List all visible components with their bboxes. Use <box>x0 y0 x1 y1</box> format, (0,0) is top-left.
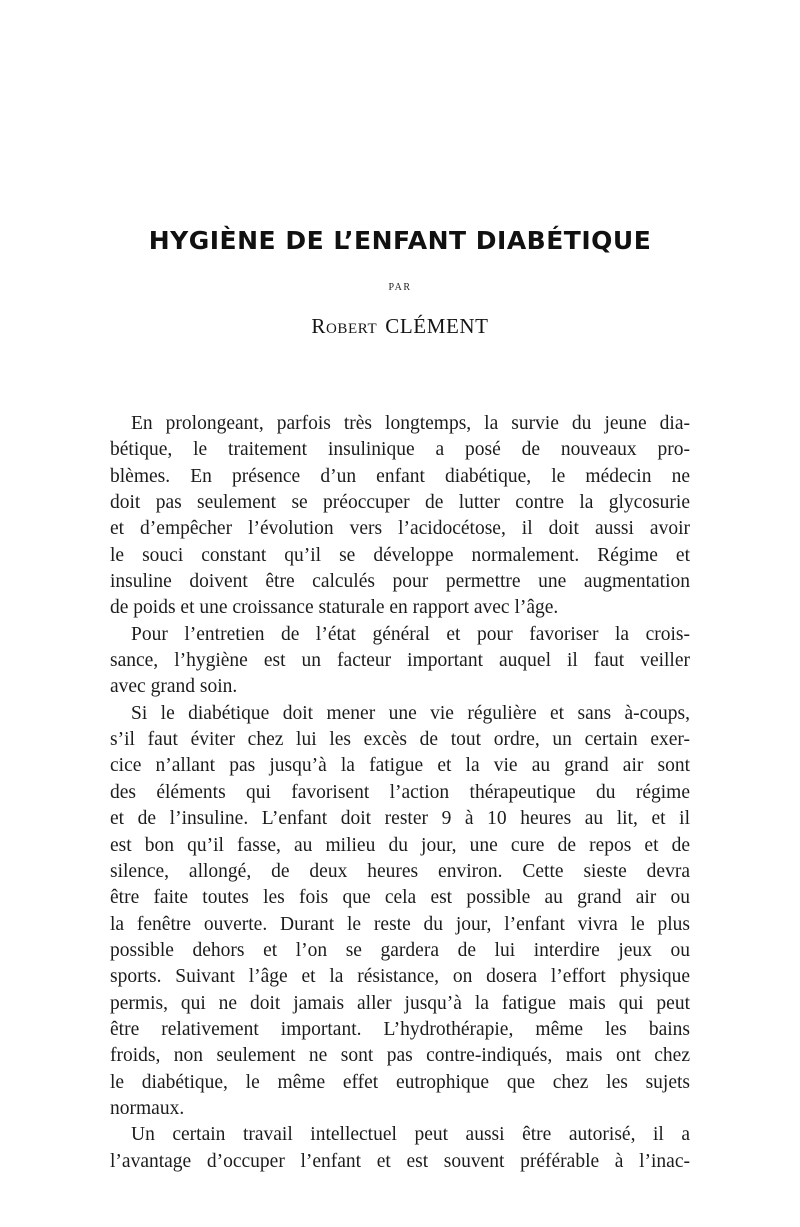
article-body <box>110 411 690 1175</box>
text-line: le diabétique, le même effet eutrophique que chez les sujets <box>110 1071 690 1093</box>
text-line: et de l’insuline. L’enfant doit rester 9 à 10 heures au lit, et il <box>110 808 690 830</box>
text-line: avec grand soin. <box>110 676 238 698</box>
text-line: de poids et une croissance staturale en rapport avec l’âge. <box>110 597 559 619</box>
text-line: s’il faut éviter chez lui les excès de tout ordre, un certain exer- <box>110 729 690 751</box>
text-line: froids, non seulement ne sont pas contre-indiqués, mais ont chez <box>110 1045 690 1067</box>
text-line: être faite toutes les fois que cela est possible au grand air ou <box>110 887 690 909</box>
paragraph <box>110 411 690 622</box>
author-last-name: CLÉMENT <box>385 314 489 338</box>
paragraph <box>110 701 690 1123</box>
text-line: sance, l’hygiène est un facteur important auquel il faut veiller <box>110 650 690 672</box>
text-line: doit pas seulement se préoccuper de lutter contre la glycosurie <box>110 492 690 514</box>
author-first-name: Robert <box>311 314 378 338</box>
text-line: Pour l’entretien de l’état général et pour favoriser la crois- <box>131 623 690 645</box>
text-line: et d’empêcher l’évolution vers l’acidocétose, il doit aussi avoir <box>110 518 690 540</box>
text-line: permis, qui ne doit jamais aller jusqu’à la fatigue mais qui peut <box>110 992 690 1014</box>
byline-par: PAR <box>388 282 412 293</box>
text-line: sports. Suivant l’âge et la résistance, on dosera l’effort physique <box>110 966 690 988</box>
paragraph <box>110 1122 690 1175</box>
text-line: le souci constant qu’il se développe normalement. Régime et <box>110 544 690 566</box>
text-line: des éléments qui favorisent l’action thérapeutique du régime <box>110 781 690 803</box>
text-line: Un certain travail intellectuel peut aussi être autorisé, il a <box>131 1124 690 1146</box>
paragraph <box>110 622 690 701</box>
text-line: insuline doivent être calculés pour permettre une augmentation <box>110 571 690 593</box>
text-line: normaux. <box>110 1097 185 1119</box>
text-line: est bon qu’il fasse, au milieu du jour, une cure de repos et de <box>110 834 690 856</box>
text-line: blèmes. En présence d’un enfant diabétique, le médecin ne <box>110 465 690 487</box>
text-line: En prolongeant, parfois très longtemps, la survie du jeune dia- <box>131 413 690 434</box>
text-line: Si le diabétique doit mener une vie régulière et sans à-coups, <box>131 702 690 724</box>
text-line: bétique, le traitement insulinique a posé de nouveaux pro- <box>110 439 690 461</box>
text-line: cice n’allant pas jusqu’à la fatigue et la vie au grand air sont <box>110 755 690 777</box>
text-line: silence, allongé, de deux heures environ. Cette sieste devra <box>110 860 690 882</box>
text-line: l’avantage d’occuper l’enfant et est souvent préférable à l’inac- <box>110 1150 690 1172</box>
text-line: être relativement important. L’hydrothérapie, même les bains <box>110 1018 690 1040</box>
text-line: possible dehors et l’on se gardera de lui interdire jeux ou <box>110 939 690 961</box>
article-title: HYGIÈNE DE L’ENFANT DIABÉTIQUE <box>148 226 652 255</box>
author-name <box>0 314 800 339</box>
text-line: la fenêtre ouverte. Durant le reste du jour, l’enfant vivra le plus <box>110 913 690 935</box>
